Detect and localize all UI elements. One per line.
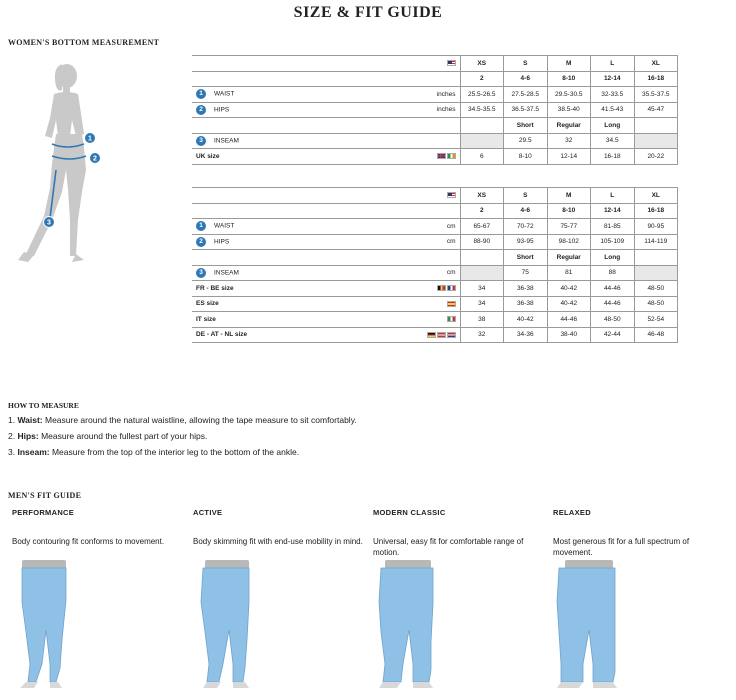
size-table-inches xyxy=(192,55,678,165)
ireland-flag-icon xyxy=(447,153,456,159)
table-row-inseam-types: Short Regular Long xyxy=(192,118,678,134)
table-row-de-at-nl: DE - AT - NL size 32 34-36 38-40 42-44 46-48 xyxy=(192,327,678,343)
measure-instruction: 1. Waist: Measure around the natural waistline, allowing the tape measure to sit comfortably. xyxy=(8,415,357,425)
measure-instruction: 2. Hips: Measure around the fullest part of your hips. xyxy=(8,431,208,441)
number-badge: 3 xyxy=(196,136,206,146)
active-legging-illustration xyxy=(193,560,273,688)
relaxed-pants-illustration xyxy=(553,560,633,688)
germany-flag-icon xyxy=(427,332,436,338)
table-row-waist: 1 WAIST cm 65-67 70-72 75-77 81-85 90-95 xyxy=(192,219,678,235)
womens-section-heading: WOMEN'S BOTTOM MEASUREMENT xyxy=(8,38,160,47)
number-badge: 2 xyxy=(196,237,206,247)
us-flag-icon xyxy=(447,192,456,198)
france-flag-icon xyxy=(447,285,456,291)
belgium-flag-icon xyxy=(437,285,446,291)
austria-flag-icon xyxy=(437,332,446,338)
inseam-marker xyxy=(44,217,55,228)
table-row-inseam: 3 INSEAM 29.5 32 34.5 xyxy=(192,133,678,149)
table-row-it: IT size 38 40-42 44-46 48-50 52-54 xyxy=(192,312,678,328)
table-row: XS S M L XL xyxy=(192,188,678,204)
modern-classic-pants-illustration xyxy=(373,560,453,688)
table-row-waist: 1 WAIST inches 25.5-26.5 27.5-28.5 29.5-30.5 32-33.5 35.5-37.5 xyxy=(192,87,678,103)
number-badge: 2 xyxy=(196,105,206,115)
waist-marker xyxy=(85,133,96,144)
table-row: 2 4-6 8-10 12-14 16-18 xyxy=(192,71,678,87)
how-to-measure-section xyxy=(8,401,357,463)
size-table-cm xyxy=(192,187,678,343)
woman-silhouette-illustration xyxy=(12,60,112,270)
page-title: SIZE & FIT GUIDE xyxy=(293,4,443,21)
fit-relaxed: RELAXED Most generous fit for a full spectrum of movement. xyxy=(553,508,723,690)
table-row: 2 4-6 8-10 12-14 16-18 xyxy=(192,203,678,219)
svg-text:2: 2 xyxy=(93,155,97,163)
table-row-es: ES size 34 36-38 40-42 44-46 48-50 xyxy=(192,296,678,312)
table-row-hips: 2 HIPS cm 88-90 93-95 98-102 105-109 114-119 xyxy=(192,234,678,250)
number-badge: 1 xyxy=(196,89,206,99)
table-row-hips: 2 HIPS inches 34.5-35.5 36.5-37.5 38.5-40 41.5-43 45-47 xyxy=(192,102,678,118)
number-badge: 3 xyxy=(196,268,206,278)
table-row-inseam-types: Short Regular Long xyxy=(192,250,678,266)
table-row-inseam: 3 INSEAM cm 75 81 88 xyxy=(192,265,678,281)
italy-flag-icon xyxy=(447,316,456,322)
performance-legging-illustration xyxy=(12,560,92,688)
table-row-uk: UK size 6 8-10 12-14 16-18 20-22 xyxy=(192,149,678,165)
measure-instruction: 3. Inseam: Measure from the top of the interior leg to the bottom of the ankle. xyxy=(8,447,300,457)
netherlands-flag-icon xyxy=(447,332,456,338)
us-flag-icon xyxy=(447,60,456,66)
hips-marker xyxy=(90,153,101,164)
mens-fit-heading: MEN'S FIT GUIDE xyxy=(8,491,82,500)
uk-flag-icon xyxy=(437,153,446,159)
fit-modern-classic: MODERN CLASSIC Universal, easy fit for comfortable range of motion. xyxy=(373,508,543,690)
spain-flag-icon xyxy=(447,301,456,307)
fit-performance: PERFORMANCE Body contouring fit conforms to movement. xyxy=(12,508,182,690)
number-badge: 1 xyxy=(196,221,206,231)
svg-text:1: 1 xyxy=(88,135,92,143)
fit-active: ACTIVE Body skimming fit with end-use mobility in mind. xyxy=(193,508,363,690)
svg-text:3: 3 xyxy=(47,219,51,227)
table-row-fr-be: FR - BE size 34 36-38 40-42 44-46 48-50 xyxy=(192,281,678,297)
how-to-measure-heading: HOW TO MEASURE xyxy=(8,401,79,410)
table-row: XS S M L XL xyxy=(192,56,678,72)
